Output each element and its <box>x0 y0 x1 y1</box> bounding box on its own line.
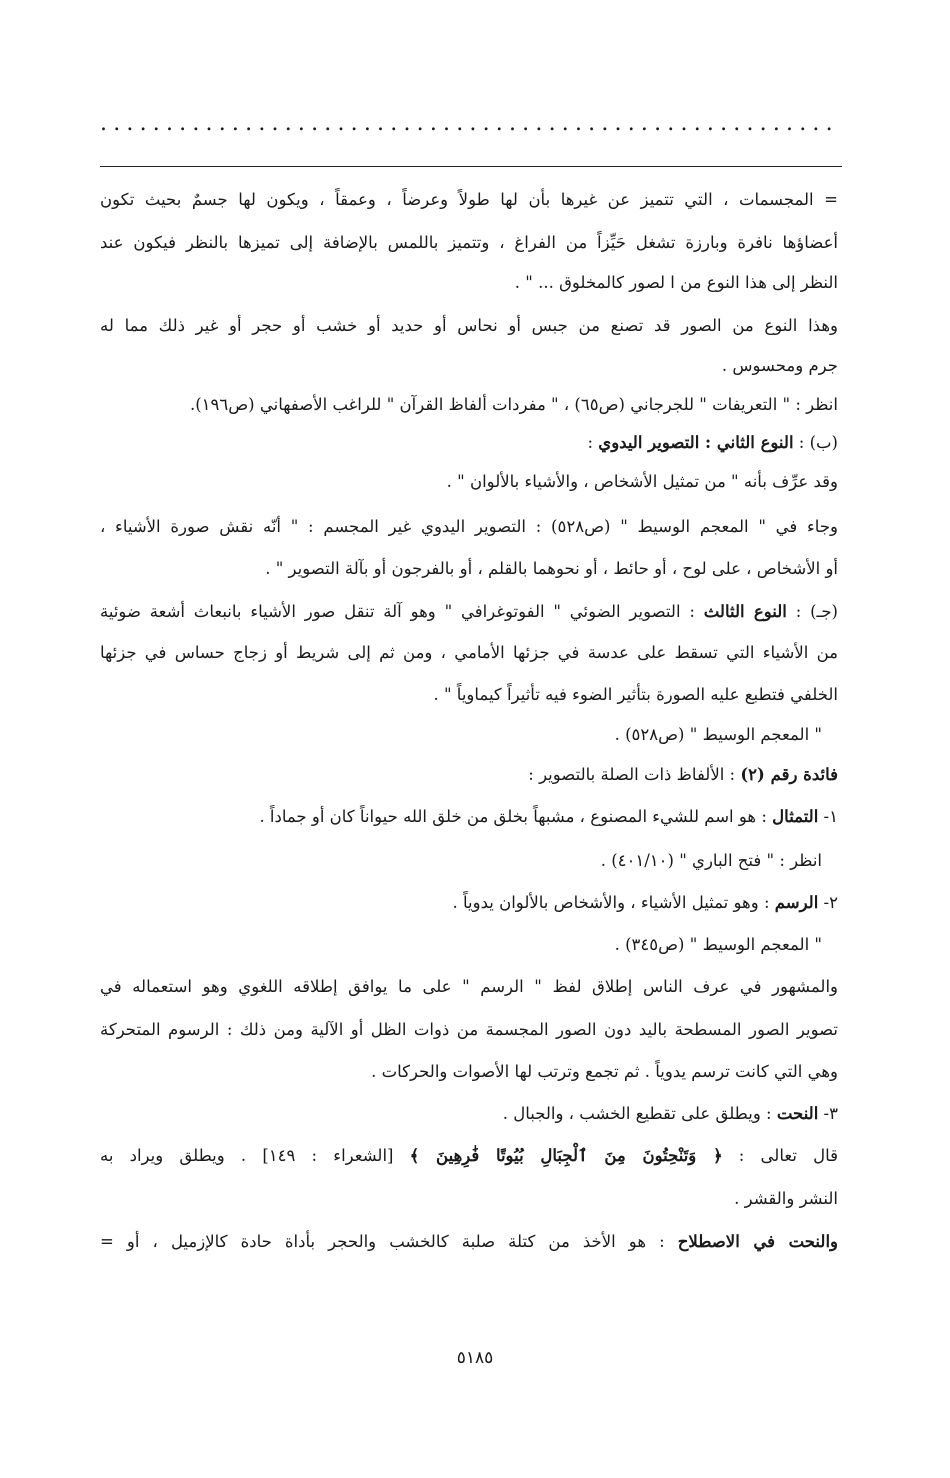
list-item: ٢- الرسم : وهو تمثيل الأشياء ، والأشخاص بالألوان يدوياً . <box>452 893 838 912</box>
text-line: من الأشياء التي تسقط على عدسة في جزئها الأمامي ، ومن ثم إلى شريط أو زجاج حساس في جزئها <box>100 643 838 662</box>
text-line: أو الأشخاص ، على لوح ، أو حائط ، أو نحوهما بالقلم ، أو بالفرجون أو بآلة التصوير " . <box>265 559 838 578</box>
text-line: " المعجم الوسيط " (ص٣٤٥) . <box>614 935 822 954</box>
footnote-separator-rule <box>100 166 842 167</box>
section-heading: فائدة رقم (٢) : الألفاظ ذات الصلة بالتصوير : <box>528 765 838 784</box>
list-item: ٣- النحت : ويطلق على تقطيع الخشب ، والجبال . <box>502 1104 838 1123</box>
text-line: " المعجم الوسيط " (ص٥٢٨) . <box>614 725 822 744</box>
list-item: ١- التمثال : هو اسم للشيء المصنوع ، مشبهاً بخلق من خلق الله حيواناً كان أو جماداً . <box>259 807 838 826</box>
text-line: انظر : " التعريفات " للجرجاني (ص٦٥) ، " مفردات ألفاظ القرآن " للراغب الأصفهاني (ص١٩٦). <box>189 395 838 414</box>
text-line: أعضاؤها نافرة وبارزة تشغل حَيِّزاً من الفراغ ، وتتميز باللمس بالإضافة إلى تميزها بالنظر فيكون عند <box>100 233 838 252</box>
text-line: والنحت في الاصطلاح : هو الأخذ من كتلة صلبة كالخشب والحجر بأداة حادة كالإزميل ، أو = <box>100 1232 838 1251</box>
quran-verse-line: قال تعالى : ﴿ وَتَنْحِتُونَ مِنَ ٱلْجِبَالِ بُيُوتًا فَٰرِهِينَ ﴾ [الشعراء : ١٤٩] . ويطلق ويراد به <box>100 1146 839 1165</box>
header-dotted-line: ........................................................ <box>100 112 839 136</box>
text-line: والمشهور في عرف الناس إطلاق لفظ " الرسم " على ما يوافق إطلاقه اللغوي وهو استعماله في <box>100 977 838 996</box>
text-line: النظر إلى هذا النوع من ا لصور كالمخلوق ... " . <box>514 273 838 292</box>
section-heading: (جـ) : النوع الثالث : التصوير الضوئي " الفوتوغرافي " وهو آلة تنقل صور الأشياء بانبعاث أشعة ضوئية <box>100 602 838 621</box>
text-line: وهي التي كانت ترسم يدوياً . ثم تجمع وترتب لها الأصوات والحركات . <box>371 1062 838 1081</box>
text-line: وجاء في " المعجم الوسيط " (ص٥٢٨) : التصوير اليدوي غير المجسم : " أنّه نقش صورة الأشياء ، <box>100 517 838 536</box>
section-heading: (ب) : النوع الثاني : التصوير اليدوي : <box>587 433 838 452</box>
text-line: وقد عرِّف بأنه " من تمثيل الأشخاص ، والأشياء بالألوان " . <box>446 472 838 491</box>
quran-verse: ﴿ وَتَنْحِتُونَ مِنَ ٱلْجِبَالِ بُيُوتًا فَٰرِهِينَ ﴾ <box>409 1146 723 1165</box>
text-line: جرم ومحسوس . <box>721 356 838 375</box>
text-line: = المجسمات ، التي تتميز عن غيرها بأن لها طولاً وعرضاً ، وعمقاً ، ويكون لها جسمٌ بحيث تكون <box>100 190 838 209</box>
page-number: ٥١٨٥ <box>456 1348 494 1368</box>
text-line: الخلفي فتطبع عليه الصورة بتأثير الضوء فيه تأثيراً كيماوياً " . <box>433 685 838 704</box>
text-line: تصوير الصور المسطحة باليد دون الصور المجسمة من ذوات الظل أو الآلية ومن ذلك : الرسوم المتحركة <box>100 1020 838 1039</box>
text-line: وهذا النوع من الصور قد تصنع من جبس أو نحاس أو حديد أو خشب أو حجر أو غير ذلك مما له <box>100 316 838 335</box>
text-line: النشر والقشر . <box>734 1189 838 1208</box>
text-line: انظر : " فتح الباري " (٤٠١/١٠) . <box>600 851 822 870</box>
